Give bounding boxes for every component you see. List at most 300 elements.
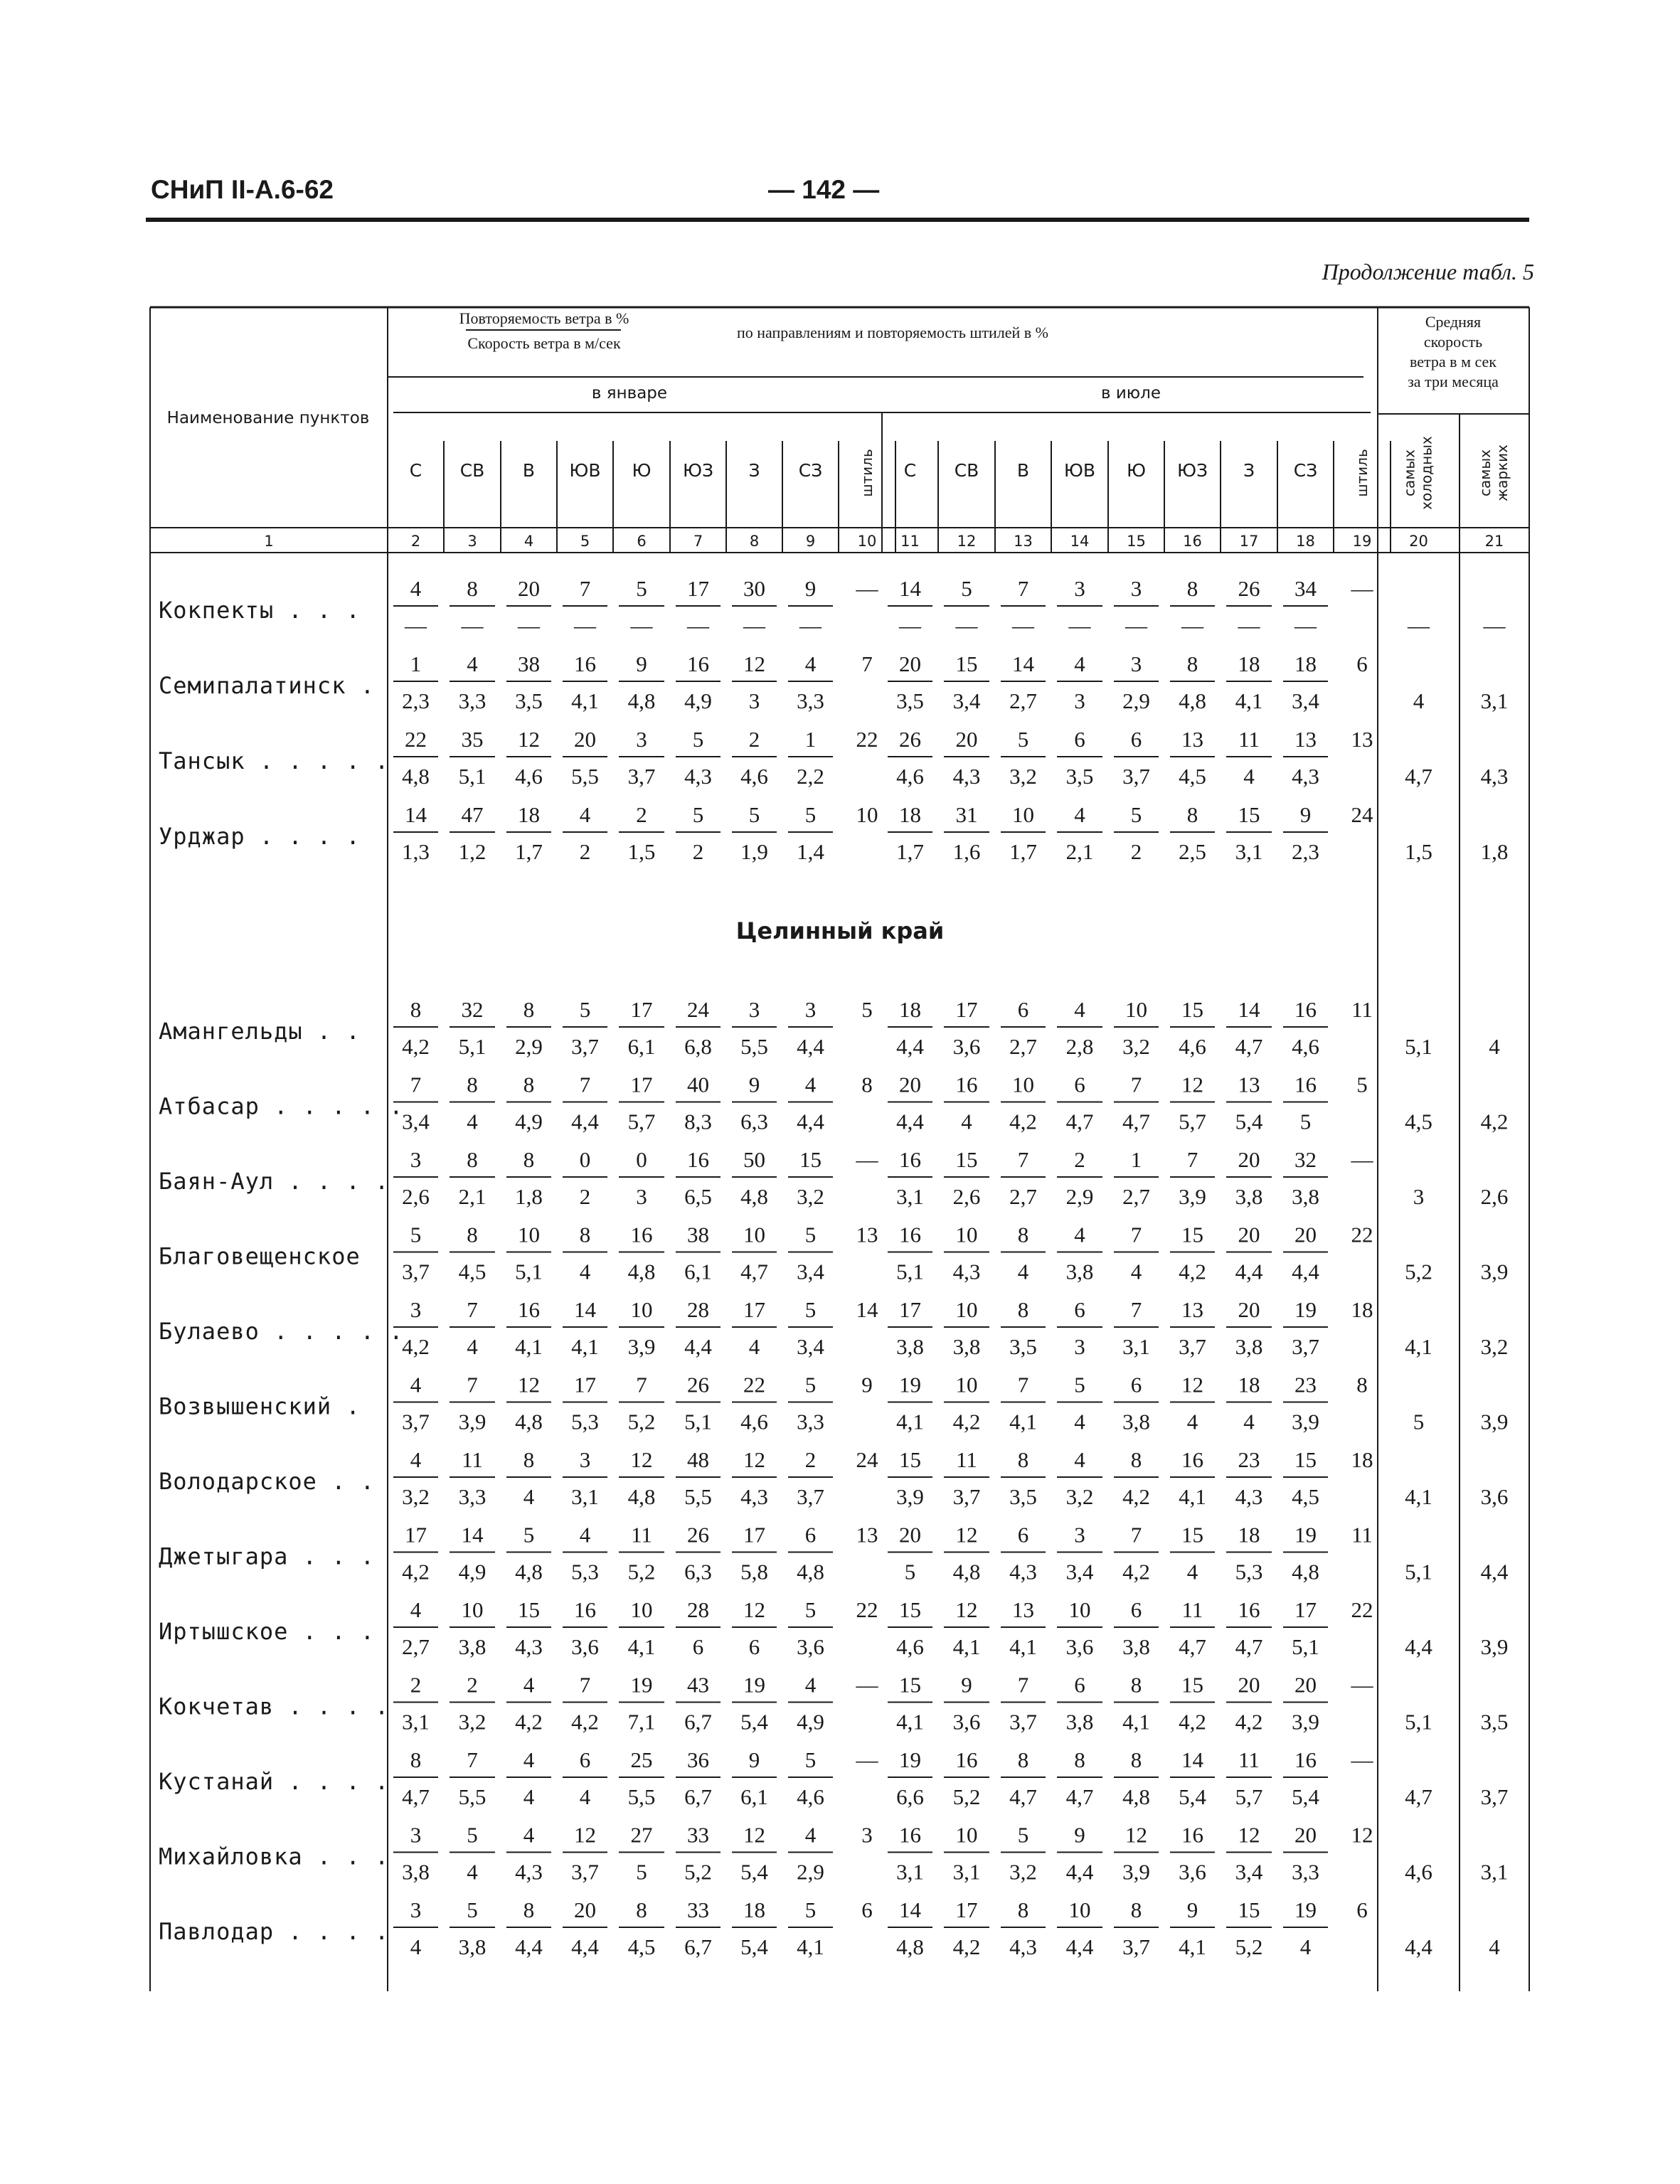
jan-speed: 6,7	[684, 1784, 712, 1809]
jul-frequency: 15	[899, 1597, 921, 1622]
jul-speed: 4	[1130, 1259, 1142, 1284]
header-rule	[146, 218, 1529, 222]
jul-speed: 4,3	[1009, 1559, 1037, 1584]
jul-frequency: 6	[1017, 997, 1029, 1022]
jul-speed: 4,4	[896, 1034, 924, 1059]
jan-frequency: 9	[804, 576, 817, 601]
jul-frequency: 15	[1181, 1522, 1203, 1548]
jul-speed: 3,8	[1122, 1409, 1150, 1434]
jul-speed: 4,4	[1065, 1859, 1094, 1885]
jul-speed: 4,1	[952, 1634, 981, 1659]
jul-frequency: 9	[1074, 1822, 1085, 1848]
jan-frequency: 2	[467, 1672, 478, 1698]
jul-frequency: 12	[1125, 1822, 1147, 1848]
jan-frequency: 8	[467, 576, 478, 601]
jul-speed: 4,2	[1179, 1709, 1206, 1735]
jul-frequency: 26	[1238, 576, 1260, 601]
hot-label-2: жарких	[1494, 444, 1511, 501]
jan-frequency: 4	[410, 1447, 422, 1472]
jan-frequency: 3	[410, 1897, 422, 1922]
jul-speed: 4,8	[1122, 1784, 1150, 1809]
jul-speed: 3,8	[1065, 1709, 1094, 1735]
jul-speed: 3,4	[952, 688, 981, 713]
jan-speed: 6,7	[684, 1709, 712, 1735]
station-name: Джетыгара . . .	[159, 1543, 375, 1570]
jan-speed: 5,1	[458, 1034, 487, 1059]
avg-label-line: за три месяца	[1408, 373, 1499, 390]
jan-speed: 5,5	[684, 1484, 712, 1509]
jul-dir-0: С	[903, 460, 917, 481]
jan-speed: 4	[467, 1109, 478, 1134]
jan-speed: 4,4	[797, 1034, 824, 1059]
jan-speed: 5,2	[627, 1559, 656, 1584]
jul-frequency: 7	[1130, 1297, 1142, 1322]
hot-label-1: самых	[1477, 449, 1494, 496]
jul-speed: 3,7	[952, 1484, 981, 1509]
jan-speed: 4,8	[627, 688, 656, 713]
jul-frequency: 8	[1017, 1447, 1029, 1472]
avg-cold: 4,4	[1405, 1634, 1432, 1659]
jul-frequency: 6	[1017, 1522, 1029, 1548]
jan-calm: 9	[861, 1372, 873, 1397]
jan-frequency: 1	[410, 651, 422, 676]
column-number: 3	[467, 533, 477, 550]
jan-speed: 2,3	[402, 688, 430, 713]
jan-frequency: 26	[687, 1522, 709, 1548]
jul-frequency: 6	[1074, 727, 1085, 752]
jan-frequency: 5	[804, 802, 817, 827]
jan-frequency: 3	[804, 997, 817, 1022]
jan-frequency: 7	[636, 1372, 647, 1397]
jul-speed: 3,6	[1179, 1859, 1206, 1885]
jan-frequency: 4	[410, 1597, 422, 1622]
jul-frequency: 18	[899, 802, 921, 827]
jan-speed: 4,4	[684, 1334, 712, 1359]
jul-frequency: 4	[1074, 651, 1085, 676]
jan-frequency: 5	[467, 1897, 478, 1922]
jan-frequency: 4	[804, 1672, 817, 1698]
jul-speed: 4,2	[952, 1409, 981, 1434]
jan-frequency: 3	[636, 727, 647, 752]
jan-speed: —	[405, 613, 427, 638]
jul-frequency: 13	[1181, 1297, 1203, 1322]
jan-frequency: 4	[410, 1372, 422, 1397]
jul-frequency: 8	[1017, 1897, 1029, 1922]
jan-speed: —	[461, 613, 484, 638]
jul-speed: 3	[1074, 688, 1085, 713]
jul-frequency: 6	[1130, 727, 1142, 752]
jan-frequency: 12	[743, 651, 765, 676]
jan-speed: 4,5	[458, 1259, 487, 1284]
jul-speed: 1,7	[896, 839, 924, 864]
jan-speed: 5,5	[627, 1784, 656, 1809]
jul-calm: —	[1351, 1747, 1373, 1772]
jan-frequency: 5	[804, 1897, 817, 1922]
jul-calm: 22	[1351, 1597, 1373, 1622]
jul-frequency: 20	[1294, 1672, 1317, 1698]
jul-frequency: 11	[956, 1447, 977, 1472]
jan-speed: 4,1	[627, 1634, 656, 1659]
jul-frequency: 19	[1294, 1522, 1317, 1548]
jan-speed: 4,3	[684, 764, 712, 789]
station-name: Благовещенское	[159, 1242, 361, 1270]
jan-frequency: 9	[636, 651, 647, 676]
jan-calm: —	[856, 1672, 878, 1698]
jan-frequency: 4	[579, 1522, 591, 1548]
jul-speed: 3,8	[1292, 1184, 1319, 1209]
jul-speed: 4,1	[1009, 1634, 1037, 1659]
jul-speed: 4,2	[1179, 1259, 1206, 1284]
jul-speed: 2,6	[952, 1184, 981, 1209]
jul-speed: —	[1012, 613, 1034, 638]
jul-speed: 5,1	[1292, 1634, 1319, 1659]
jul-frequency: 15	[1181, 1222, 1203, 1247]
jan-frequency: 4	[804, 1822, 817, 1848]
station-name: Кокчетав . . . .	[159, 1693, 390, 1720]
jul-frequency: 17	[955, 1897, 978, 1922]
jan-frequency: 7	[579, 1672, 591, 1698]
jan-frequency: 27	[630, 1822, 653, 1848]
directions-label: по направлениям и повторяемость штилей в %	[736, 324, 1049, 341]
jan-frequency: 8	[523, 1897, 535, 1922]
jul-speed: 3,7	[1292, 1334, 1319, 1359]
jan-frequency: 6	[804, 1522, 817, 1548]
jul-calm: 22	[1351, 1222, 1373, 1247]
jan-speed: 3,1	[402, 1709, 430, 1735]
wind-table	[146, 299, 1533, 1991]
jan-speed: 3,8	[458, 1934, 487, 1959]
jan-speed: 3,9	[627, 1334, 656, 1359]
jul-frequency: 7	[1186, 1147, 1198, 1172]
jan-speed: 4	[523, 1784, 535, 1809]
jan-speed: 4,8	[627, 1259, 656, 1284]
jan-speed: 5,2	[684, 1859, 712, 1885]
jan-frequency: 7	[467, 1372, 478, 1397]
station-name: Семипалатинск .	[159, 672, 375, 699]
jul-frequency: 15	[1181, 997, 1203, 1022]
jan-frequency: 17	[405, 1522, 427, 1548]
jul-frequency: 7	[1017, 576, 1029, 601]
jan-speed: —	[574, 613, 596, 638]
jul-frequency: 5	[961, 576, 972, 601]
jan-frequency: 8	[467, 1072, 478, 1097]
jul-frequency: 15	[899, 1447, 921, 1472]
jul-frequency: 7	[1130, 1522, 1142, 1548]
jul-frequency: 11	[1238, 727, 1260, 752]
jan-frequency: 12	[518, 1372, 540, 1397]
jul-speed: 4,6	[896, 1634, 924, 1659]
jul-frequency: 10	[1012, 802, 1034, 827]
jan-frequency: 30	[743, 576, 765, 601]
jan-frequency: 28	[687, 1597, 709, 1622]
jan-calm: 3	[861, 1822, 873, 1848]
jan-frequency: 0	[636, 1147, 647, 1172]
avg-cold: 5	[1413, 1409, 1425, 1434]
jan-speed: 4,9	[797, 1709, 824, 1735]
jul-frequency: 3	[1074, 576, 1085, 601]
jul-speed: 4,3	[1009, 1934, 1037, 1959]
jan-frequency: 4	[804, 651, 817, 676]
column-number: 2	[410, 533, 421, 550]
jan-frequency: 33	[687, 1897, 709, 1922]
station-name: Амангельды . .	[159, 1018, 361, 1045]
jan-frequency: 10	[461, 1597, 484, 1622]
jul-frequency: 1	[1130, 1147, 1142, 1172]
jan-speed: 3,3	[458, 688, 487, 713]
jan-speed: 5,4	[740, 1859, 768, 1885]
jul-frequency: 5	[1017, 1822, 1029, 1848]
jul-dir-2: В	[1016, 460, 1030, 481]
jan-speed: 4,7	[740, 1259, 768, 1284]
jan-speed: 5,5	[740, 1034, 768, 1059]
jul-calm: 5	[1356, 1072, 1368, 1097]
jan-calm: 10	[856, 802, 878, 827]
jan-frequency: 5	[748, 802, 760, 827]
jul-frequency: 18	[1294, 651, 1317, 676]
jul-frequency: 16	[899, 1222, 921, 1247]
jan-frequency: 20	[574, 727, 596, 752]
jul-frequency: 13	[1181, 727, 1203, 752]
jan-speed: 4,1	[571, 688, 599, 713]
station-name: Тансык . . . . .	[159, 747, 390, 774]
jul-speed: 4,8	[896, 1934, 924, 1959]
jan-speed: 3,7	[627, 764, 656, 789]
jan-speed: 5,3	[571, 1409, 599, 1434]
jul-frequency: 8	[1186, 651, 1198, 676]
jul-speed: 4	[1243, 764, 1255, 789]
jan-frequency: 4	[523, 1672, 535, 1698]
jan-speed: —	[518, 613, 540, 638]
jan-frequency: 5	[804, 1747, 817, 1772]
jan-speed: 3,5	[515, 688, 543, 713]
jul-speed: 4,7	[1065, 1109, 1094, 1134]
jan-calm: —	[856, 1147, 878, 1172]
jul-speed: 3,5	[1065, 764, 1094, 789]
jul-frequency: 4	[1074, 997, 1085, 1022]
jul-frequency: 23	[1238, 1447, 1260, 1472]
jul-speed: 5,2	[1235, 1934, 1263, 1959]
jul-frequency: 9	[1299, 802, 1312, 827]
jul-frequency: 11	[1181, 1597, 1203, 1622]
jul-speed: 3,4	[1292, 688, 1319, 713]
jan-calm: 5	[861, 997, 873, 1022]
jan-frequency: 7	[579, 576, 591, 601]
jul-frequency: 10	[955, 1822, 978, 1848]
jul-speed: —	[1125, 613, 1147, 638]
jul-calm: —	[1351, 1672, 1373, 1698]
jan-speed: 5,1	[515, 1259, 543, 1284]
jul-frequency: 8	[1017, 1747, 1029, 1772]
jul-frequency: 14	[1181, 1747, 1203, 1772]
jan-frequency: 3	[748, 997, 760, 1022]
jul-frequency: 8	[1186, 802, 1198, 827]
jul-frequency: 14	[899, 1897, 921, 1922]
jul-speed: 3,1	[896, 1184, 924, 1209]
jul-frequency: 3	[1130, 576, 1142, 601]
jul-speed: 4,8	[1179, 688, 1206, 713]
jul-frequency: 8	[1130, 1747, 1142, 1772]
january-label: в январе	[591, 384, 668, 403]
jul-speed: 5,4	[1292, 1784, 1319, 1809]
jan-frequency: 26	[687, 1372, 709, 1397]
jul-frequency: 8	[1017, 1222, 1029, 1247]
jan-frequency: 2	[410, 1672, 422, 1698]
jul-frequency: 20	[1294, 1822, 1317, 1848]
jul-speed: 6,6	[896, 1784, 924, 1809]
jul-dir-7: СЗ	[1293, 460, 1318, 481]
column-number: 6	[637, 533, 647, 550]
jul-speed: —	[1068, 613, 1091, 638]
jan-frequency: 8	[523, 1447, 535, 1472]
jul-calm: 11	[1351, 997, 1373, 1022]
jul-frequency: 15	[1181, 1672, 1203, 1698]
jan-speed: 3,4	[402, 1109, 430, 1134]
jan-calm: 14	[856, 1297, 878, 1322]
jan-dir-4: Ю	[632, 460, 652, 481]
jul-calm: —	[1351, 576, 1373, 601]
jul-speed: 4	[1299, 1934, 1312, 1959]
jul-speed: 4,6	[1292, 1034, 1319, 1059]
jan-dir-2: В	[522, 460, 536, 481]
jul-speed: 3,7	[1122, 1934, 1150, 1959]
jul-frequency: 20	[1238, 1672, 1260, 1698]
freq-label: Повторяемость ветра в %	[459, 309, 629, 327]
station-name: Баян-Аул . . . .	[159, 1168, 390, 1195]
jul-speed: 2,5	[1179, 839, 1206, 864]
jan-speed: 4	[523, 1484, 535, 1509]
page-number: — 142 —	[768, 175, 880, 204]
column-number: 10	[857, 533, 877, 550]
jan-frequency: 35	[461, 727, 484, 752]
jul-speed: 5,3	[1235, 1559, 1263, 1584]
jan-speed: 5,5	[458, 1784, 487, 1809]
jul-frequency: 18	[1238, 1522, 1260, 1548]
jan-speed: 6,7	[684, 1934, 712, 1959]
jul-speed: 5,7	[1179, 1109, 1206, 1134]
jul-speed: 4,4	[1235, 1259, 1263, 1284]
jul-speed: 4,1	[1009, 1409, 1037, 1434]
jan-frequency: 5	[692, 727, 704, 752]
jan-speed: 3,2	[458, 1709, 487, 1735]
jan-calm: 7	[861, 651, 873, 676]
jan-speed: 3,3	[797, 1409, 824, 1434]
jan-frequency: 19	[743, 1672, 765, 1698]
jan-frequency: 14	[405, 802, 427, 827]
jul-frequency: 15	[955, 1147, 978, 1172]
jan-frequency: 25	[630, 1747, 653, 1772]
jul-frequency: 4	[1074, 1222, 1085, 1247]
jul-frequency: 34	[1294, 576, 1317, 601]
jul-speed: 4,4	[1065, 1934, 1094, 1959]
jul-speed: 3,5	[1009, 1484, 1037, 1509]
jul-speed: 4,1	[1179, 1484, 1206, 1509]
jul-frequency: 16	[1294, 1072, 1317, 1097]
jul-frequency: 8	[1017, 1297, 1029, 1322]
jul-speed: 5,4	[1179, 1784, 1206, 1809]
jul-frequency: 17	[899, 1297, 921, 1322]
station-name: Возвышенский .	[159, 1392, 361, 1420]
jan-speed: 5,1	[458, 764, 487, 789]
jul-frequency: 14	[899, 576, 921, 601]
jul-speed: —	[955, 613, 978, 638]
jul-frequency: 16	[1181, 1447, 1203, 1472]
jul-speed: 4,1	[896, 1709, 924, 1735]
column-number: 5	[580, 533, 590, 550]
jul-speed: 4,3	[952, 1259, 981, 1284]
jul-speed: 4,5	[1179, 764, 1206, 789]
jul-frequency: 5	[1130, 802, 1142, 827]
jan-frequency: 8	[523, 997, 535, 1022]
jul-speed: 5,2	[952, 1784, 981, 1809]
jul-speed: 4,3	[1235, 1484, 1263, 1509]
jan-speed: 4,6	[797, 1784, 824, 1809]
jul-frequency: 18	[899, 997, 921, 1022]
jul-frequency: 20	[955, 727, 978, 752]
jul-speed: 3,5	[896, 688, 924, 713]
table-continuation-caption: Продолжение табл. 5	[1322, 259, 1534, 284]
jan-frequency: 8	[579, 1222, 591, 1247]
jul-speed: 3,8	[1065, 1259, 1094, 1284]
column-number: 1	[264, 533, 274, 550]
avg-cold: 4,1	[1405, 1334, 1432, 1359]
jan-speed: 4,2	[402, 1559, 430, 1584]
jan-frequency: 16	[518, 1297, 540, 1322]
jul-frequency: 12	[1181, 1372, 1203, 1397]
jan-speed: 2,1	[458, 1184, 487, 1209]
jan-speed: 6	[748, 1634, 760, 1659]
jan-frequency: 10	[630, 1597, 653, 1622]
jul-speed: 3,5	[1009, 1334, 1037, 1359]
jan-frequency: 16	[574, 651, 596, 676]
jul-speed: 2,7	[1009, 688, 1037, 713]
jul-frequency: 12	[955, 1522, 978, 1548]
jan-speed: 4,8	[627, 1484, 656, 1509]
jan-speed: 4,4	[515, 1934, 543, 1959]
jan-frequency: 5	[636, 576, 647, 601]
jul-frequency: 6	[1074, 1072, 1085, 1097]
jul-speed: 4,7	[1065, 1784, 1094, 1809]
jul-dir-5: ЮЗ	[1176, 460, 1208, 481]
jul-frequency: 26	[899, 727, 921, 752]
avg-label-line: скорость	[1423, 333, 1483, 351]
jan-calm: 22	[856, 727, 878, 752]
jan-calm: —	[856, 1747, 878, 1772]
jul-speed: 2,9	[1065, 1184, 1094, 1209]
jul-speed: 2	[1130, 839, 1142, 864]
jul-speed: 3,9	[1122, 1859, 1150, 1885]
jul-speed: 3,2	[1122, 1034, 1150, 1059]
jul-frequency: 20	[1294, 1222, 1317, 1247]
avg-hot: 4,4	[1480, 1559, 1509, 1584]
jul-speed: 4,8	[952, 1559, 981, 1584]
jan-frequency: 7	[467, 1747, 478, 1772]
jan-speed: 3,7	[402, 1259, 430, 1284]
jul-speed: 3,6	[952, 1709, 981, 1735]
jan-frequency: 14	[574, 1297, 596, 1322]
column-number: 20	[1409, 533, 1428, 550]
jul-calm-label: штиль	[1354, 449, 1371, 497]
jan-frequency: 4	[579, 802, 591, 827]
avg-hot: 4,3	[1480, 764, 1509, 789]
jul-frequency: 15	[899, 1672, 921, 1698]
column-number: 12	[957, 533, 977, 550]
avg-hot: 3,9	[1480, 1259, 1509, 1284]
jan-speed: —	[630, 613, 653, 638]
jul-speed: 3,6	[1065, 1634, 1094, 1659]
jan-speed: 4,8	[402, 764, 430, 789]
jul-frequency: 3	[1074, 1522, 1085, 1548]
avg-hot: 1,8	[1480, 839, 1509, 864]
